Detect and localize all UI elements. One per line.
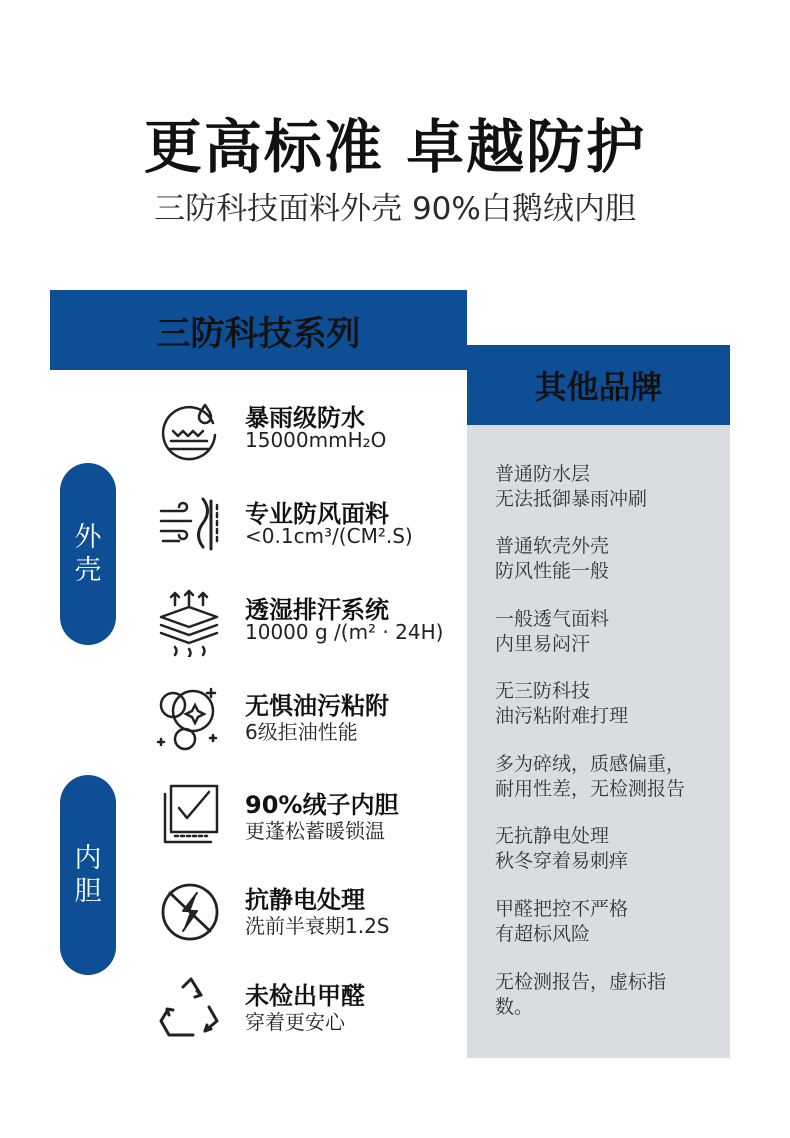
- competitor-line-2: 数。: [495, 996, 534, 1018]
- feature-title: 抗静电处理: [245, 886, 365, 914]
- competitor-line-2: 秋冬穿着易刺痒: [495, 850, 629, 872]
- feature-down-lining: [155, 782, 467, 862]
- competitor-item: [495, 970, 725, 1020]
- shell-label-char-2: 壳: [74, 555, 102, 586]
- bubbles-stain-icon: [155, 683, 225, 753]
- feature-title: 专业防风面料: [245, 500, 389, 528]
- competitor-item: [495, 824, 725, 874]
- checkbox-down-icon: [155, 782, 225, 852]
- right-panel: [467, 425, 730, 1058]
- competitor-line-2: 油污粘附难打理: [495, 705, 629, 727]
- lining-label-char-2: 胆: [74, 876, 102, 907]
- section-pill-shell: [60, 463, 116, 645]
- feature-title: 无惧油污粘附: [245, 692, 389, 720]
- feature-waterproof: [155, 395, 467, 475]
- feature-antistatic: [155, 877, 467, 957]
- feature-desc: 穿着更安心: [245, 1010, 345, 1034]
- feature-title: 未检出甲醛: [245, 982, 365, 1010]
- competitor-line-1: 一般透气面料: [495, 608, 610, 630]
- feature-formaldehyde: [155, 973, 467, 1053]
- competitor-line-2: 耐用性差，无检测报告: [495, 778, 686, 800]
- feature-desc: 洗前半衰期1.2S: [245, 914, 390, 938]
- waterproof-icon: [155, 395, 225, 465]
- competitor-line-1: 多为碎绒，质感偏重，: [495, 753, 686, 775]
- shell-label-char-1: 外: [74, 522, 102, 553]
- breathable-layers-icon: [155, 587, 225, 657]
- competitor-line-1: 普通软壳外壳: [495, 535, 610, 557]
- recycle-icon: [155, 973, 225, 1043]
- competitor-item: [495, 897, 725, 947]
- feature-desc: <0.1cm³/(CM².S): [245, 524, 413, 548]
- feature-title: 90%绒子内胆: [245, 791, 399, 819]
- competitor-line-2: 内里易闷汗: [495, 633, 591, 655]
- feature-breathable: [155, 587, 467, 667]
- feature-desc: 6级拒油性能: [245, 720, 358, 744]
- competitor-item: [495, 752, 725, 802]
- feature-oil-resistant: [155, 683, 467, 763]
- feature-desc: 10000 g /(m² · 24H): [245, 620, 444, 644]
- section-pill-lining: [60, 775, 116, 975]
- feature-desc: 更蓬松蓄暖锁温: [245, 819, 385, 843]
- left-column-title: 三防科技系列: [50, 290, 467, 370]
- competitor-item: [495, 534, 725, 584]
- right-column-title: 其他品牌: [467, 345, 730, 425]
- competitor-item: [495, 607, 725, 657]
- competitor-line-1: 普通防水层: [495, 463, 591, 485]
- feature-windproof: [155, 491, 467, 571]
- feature-title: 暴雨级防水: [245, 404, 365, 432]
- competitor-line-2: 有超标风险: [495, 923, 591, 945]
- feature-desc: 15000mmH₂O: [245, 428, 387, 452]
- competitor-line-1: 无三防科技: [495, 680, 591, 702]
- antistatic-bolt-icon: [155, 877, 225, 947]
- competitor-line-1: 甲醛把控不严格: [495, 898, 629, 920]
- page-title: 更高标准 卓越防护: [143, 113, 647, 181]
- windproof-icon: [155, 491, 225, 561]
- competitor-item: [495, 679, 725, 729]
- feature-title: 透湿排汗系统: [245, 596, 389, 624]
- competitor-line-2: 无法抵御暴雨冲刷: [495, 488, 648, 510]
- competitor-item: [495, 462, 725, 512]
- competitor-line-1: 无检测报告，虚标指: [495, 971, 667, 993]
- competitor-line-1: 无抗静电处理: [495, 825, 610, 847]
- page-subtitle: 三防科技面料外壳 90%白鹅绒内胆: [154, 191, 636, 227]
- competitor-line-2: 防风性能一般: [495, 560, 610, 582]
- lining-label-char-1: 内: [74, 843, 102, 874]
